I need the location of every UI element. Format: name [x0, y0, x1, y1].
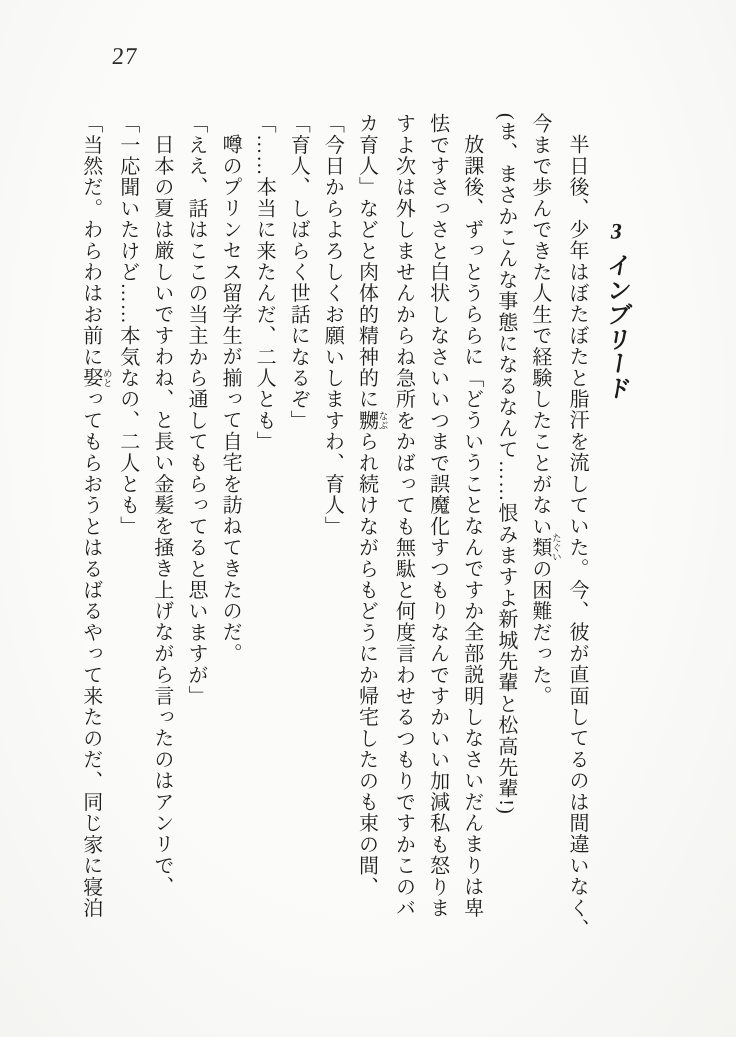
text-line: (ま、まさかこんな事態になるなんて……恨みますよ新城先輩と松高先輩!) [494, 113, 517, 815]
text-line: 「今日からよろしくお願いしますわ、育人」 [321, 113, 344, 537]
text-line: 放課後、ずっとうららに「どういうことなんですか全部説明しなさいだんまりは卑 [460, 134, 483, 919]
furigana-ruby: 嬲 なぶ [355, 409, 387, 432]
furigana-ruby: 類 たぐい [528, 533, 560, 562]
text-line: 「ええ、話はここの当主から通してもらってると思いますが」 [184, 113, 207, 707]
text-line: 今まで歩んできた人生で経験したことがない類 たぐいの困難だった。 [528, 113, 560, 707]
chapter-title-char: 3 [609, 220, 624, 242]
chapter-title-char: リ [601, 326, 631, 351]
text-line: 怯ですさっさと白状しなさいいつまで誤魔化すつもりなんですかいい加減私も怒りま [426, 113, 449, 919]
body-text [79, 113, 594, 971]
text-line: 「当然だ。わらわはお前に娶 めとってもらおうとはるばるやって来たのだ、同じ家に寝泊 [79, 113, 111, 919]
chapter-title-char: ー [601, 351, 631, 376]
chapter-title-char: ド [601, 375, 631, 400]
text-line: 「育人、しばらく世話になるぞ」 [287, 113, 310, 431]
text-line: 「一応聞いたけど……本気なの、二人とも」 [116, 113, 139, 537]
text-line: すよ次は外しませんからね急所をかばっても無駄と何度言わせるつもりですかこのバ [392, 113, 415, 919]
chapter-title-char: ン [601, 277, 631, 302]
page-number: 27 [111, 44, 139, 70]
text-line: 半日後、少年はぼたぼたと脂汗を流していた。今、彼が直面してるのは間違いなく、 [566, 134, 588, 940]
chapter-title [599, 220, 633, 400]
text-line: 「……本当に来たんだ、二人とも」 [253, 113, 276, 453]
text-line: カ育人」などと肉体的精神的に嬲 なぶられ続けながらもどうにか帰宅したのも束の間、 [355, 113, 387, 898]
text-line: 日本の夏は厳しいですわね、と長い金髪を掻き上げながら言ったのはアンリで、 [150, 134, 173, 898]
furigana-ruby: 娶 めと [79, 367, 111, 389]
chapter-title-char: イ [601, 253, 631, 278]
chapter-title-char: ブ [601, 302, 631, 327]
text-line: 噂のプリンセス留学生が揃って自宅を訪ねてきたのだ。 [219, 134, 242, 664]
